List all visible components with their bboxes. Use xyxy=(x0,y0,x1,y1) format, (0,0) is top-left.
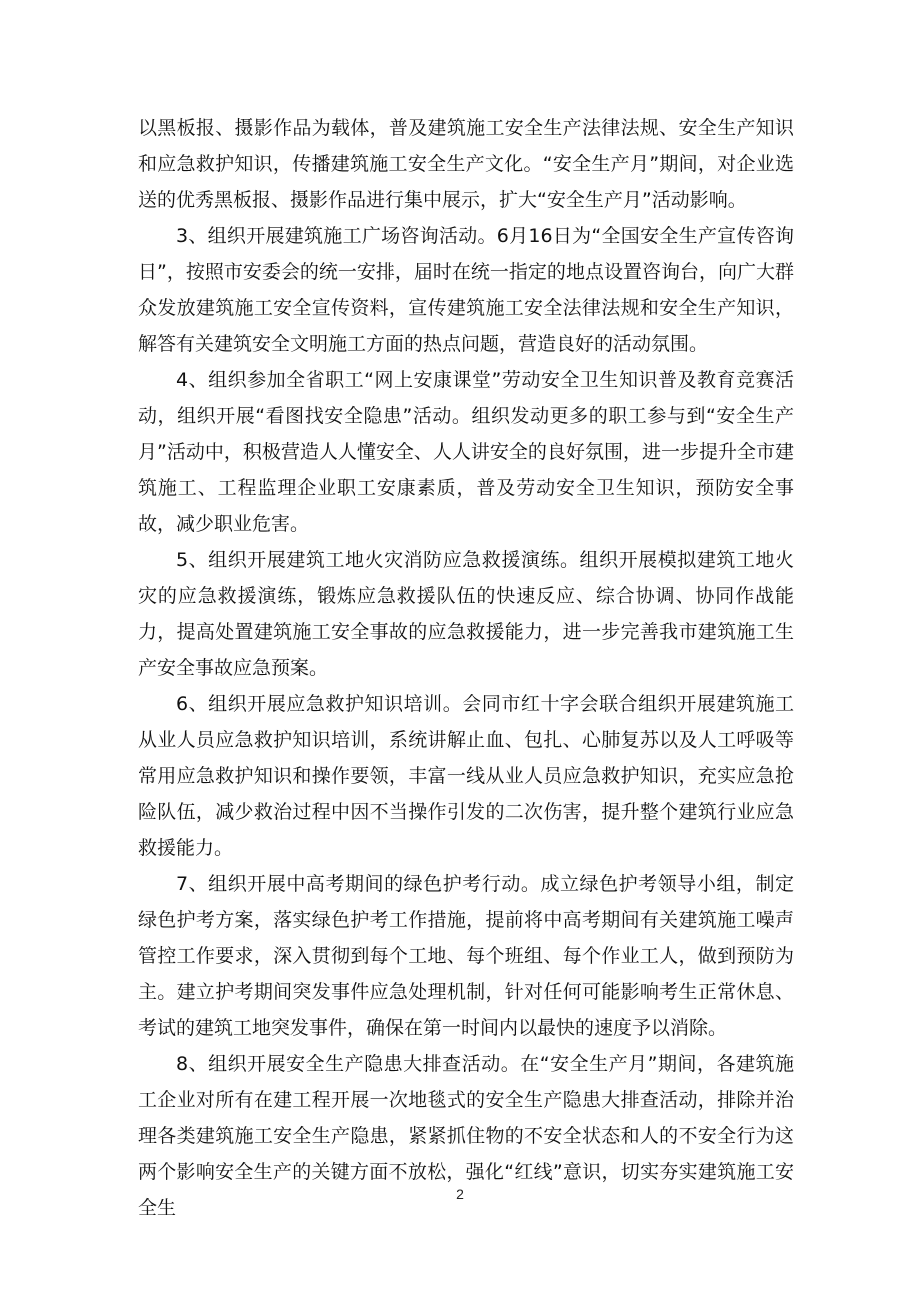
document-body xyxy=(138,110,794,1226)
paragraph-5: 6、组织开展应急救护知识培训。会同市红十字会联合组织开展建筑施工从业人员应急救护知识培训，系统讲解止血、包扎、心肺复苏以及人工呼吸等常用应急救护知识和操作要领，丰富一线从业人员应急救护知识，充实应急抢险队伍，减少救治过程中因不当操作引发的二次伤害，提升整个建筑行业应急救援能力。 xyxy=(138,693,794,859)
paragraph-2: 3、组织开展建筑施工广场咨询活动。6月16日为“全国安全生产宣传咨询日”，按照市安委会的统一安排，届时在统一指定的地点设置咨询台，向广大群众发放建筑施工安全宣传资料，宣传建筑施工安全法律法规和安全生产知识，解答有关建筑安全文明施工方面的热点问题，营造良好的活动氛围。 xyxy=(138,225,794,355)
paragraph-1: 以黑板报、摄影作品为载体，普及建筑施工安全生产法律法规、安全生产知识和应急救护知识，传播建筑施工安全生产文化。“安全生产月”期间，对企业选送的优秀黑板报、摄影作品进行集中展示，扩大“安全生产月”活动影响。 xyxy=(138,117,794,211)
page-number: 2 xyxy=(456,1186,464,1202)
paragraph-7: 8、组织开展安全生产隐患大排查活动。在“安全生产月”期间，各建筑施工企业对所有在建工程开展一次地毯式的安全生产隐患大排查活动，排除并治理各类建筑施工安全生产隐患，紧紧抓住物的不安全状态和人的不安全行为这两个影响安全生产的关键方面不放松，强化“红线”意识，切实夯实建筑施工安全生 xyxy=(138,1053,794,1219)
paragraph-3: 4、组织参加全省职工“网上安康课堂”劳动安全卫生知识普及教育竞赛活动，组织开展“看图找安全隐患”活动。组织发动更多的职工参与到“安全生产月”活动中，积极营造人人懂安全、人人讲安全的良好氛围，进一步提升全市建筑施工、工程监理企业职工安康素质，普及劳动安全卫生知识，预防安全事故，减少职业危害。 xyxy=(138,369,794,535)
paragraph-4: 5、组织开展建筑工地火灾消防应急救援演练。组织开展模拟建筑工地火灾的应急救援演练，锻炼应急救援队伍的快速反应、综合协调、协同作战能力，提高处置建筑施工安全事故的应急救援能力，进一步完善我市建筑施工生产安全事故应急预案。 xyxy=(138,549,794,679)
paragraph-6: 7、组织开展中高考期间的绿色护考行动。成立绿色护考领导小组，制定绿色护考方案，落实绿色护考工作措施，提前将中高考期间有关建筑施工噪声管控工作要求，深入贯彻到每个工地、每个班组、每个作业工人，做到预防为主。建立护考期间突发事件应急处理机制，针对任何可能影响考生正常休息、考试的建筑工地突发事件，确保在第一时间内以最快的速度予以消除。 xyxy=(138,873,794,1039)
